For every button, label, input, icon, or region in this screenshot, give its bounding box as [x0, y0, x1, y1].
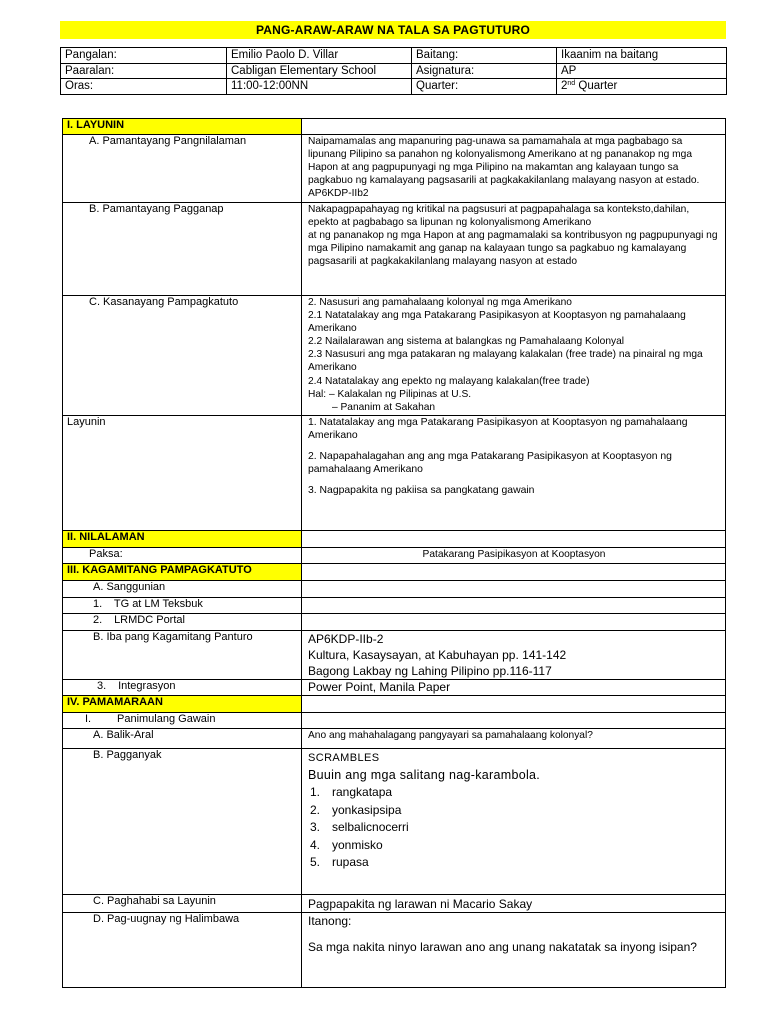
document-title: PANG-ARAW-ARAW NA TALA SA PAGTUTURO: [60, 21, 726, 39]
kasanayan-line: 2.2 Nailalarawan ang sistema at balangkas ng Pamahalaang Kolonyal: [308, 336, 625, 348]
section-kagamitan: III. KAGAMITANG PAMPAGKATUTO: [63, 564, 302, 581]
section-nilalaman: II. NILALAMAN: [63, 531, 302, 548]
kagamitan-line: AP6KDP-IIb-2: [308, 632, 384, 646]
paksa-value: Patakarang Pasipikasyon at Kooptasyon: [302, 548, 726, 564]
quarter-value: [557, 79, 727, 95]
lesson-plan-table: [62, 118, 726, 988]
scrambled-word: 2. yonkasipsipa: [310, 802, 402, 817]
time-label: Oras:: [61, 79, 227, 95]
tg-lm-label: TG at LM Teksbuk: [113, 598, 203, 610]
table-row: [63, 913, 726, 988]
subject-label: Asignatura:: [412, 63, 557, 79]
pamantayang-pagganap-text-2: at ng pananakop ng mga Hapon at ang pagmamalaki sa kontribusyon ng pagpupunyagi ng mga Pilipino namakamit ang ganap na kalayaan tungo sa pagkabuo ng kamalayang pagsasarili at pagkakakilanlang malayang nasyon at estado: [308, 230, 718, 268]
kasanayan-line: 2.4 Natatalakay ang epekto ng malayang kalakalan(free trade): [308, 375, 590, 387]
kasanayan-line: 2. Nasusuri ang pamahalaang kolonyal ng mga Amerikano: [308, 297, 572, 308]
grade-label: Baitang:: [412, 48, 557, 64]
section-layunin: I. LAYUNIN: [63, 119, 302, 135]
kasanayang-pampagkatuto-label: C. Kasanayang Pampagkatuto: [63, 296, 302, 416]
quarter-text: Quarter: [575, 80, 618, 92]
panimulang-gawain-label: Panimulang Gawain: [117, 713, 216, 725]
balik-aral-label: A. Balik-Aral: [63, 729, 302, 749]
objective-item: 1. Natatalakay ang mga Patakarang Pasipikasyon at Kooptasyon ng pamahalaang Amerikano: [308, 417, 688, 442]
teacher-info-table: [60, 47, 727, 95]
table-row: [63, 614, 726, 631]
objective-item: 2. Napapahalagahan ang ang mga Patakarang Pasipikasyon at Kooptasyon ng pamahalaang Amerikano: [308, 451, 672, 476]
scrambled-word: 5. rupasa: [310, 855, 369, 869]
table-row: [63, 680, 726, 696]
balik-aral-text: Ano ang mahahalagang pangyayari sa pamahalaang kolonyal?: [302, 729, 726, 749]
table-row: [63, 713, 726, 729]
table-row: [63, 895, 726, 913]
name-value: Emilio Paolo D. Villar: [227, 48, 412, 64]
section-row: [63, 531, 726, 548]
pamantayang-pangnilalaman-text: Naipamamalas ang mapanuring pag-unawa sa pamamahala at mga pagbabago sa lipunang Pilipino sa panahon ng kolonyalismong Amerikano at ng pananakop ng mga Hapon at ang pagpupunyagi ng mga Pilipino na makamtan ang kalayaan tungo sa pagkabuo ng kamalayang pagsasarili at pagkakakilanlang malayang nasyon at estado. AP6KDP-IIb2: [302, 135, 726, 203]
info-row: [61, 79, 727, 95]
quarter-number: 2: [561, 80, 568, 92]
table-row: [63, 296, 726, 416]
section-row: [63, 696, 726, 713]
pag-uugnay-question: Sa mga nakita ninyo larawan ano ang unang nakatatak sa inyong isipan?: [308, 940, 697, 954]
sanggunian-label: A. Sanggunian: [63, 581, 302, 598]
quarter-suffix: nd: [567, 80, 576, 87]
layunin-label: Layunin: [63, 416, 302, 531]
table-row: [63, 729, 726, 749]
lrmdc-label: LRMDC Portal: [114, 614, 185, 626]
table-row: [63, 749, 726, 895]
item-number: 1.: [93, 598, 103, 610]
section-pamamaraan: IV. PAMAMARAAN: [63, 696, 302, 713]
table-row: [63, 631, 726, 680]
kagamitan-line: Bagong Lakbay ng Lahing Pilipino pp.116-117: [308, 664, 552, 678]
table-row: [63, 581, 726, 598]
pamantayang-pangnilalaman-label: A. Pamantayang Pangnilalaman: [63, 135, 302, 203]
paksa-label: Paksa:: [63, 548, 302, 564]
pag-uugnay-label: D. Pag-uugnay ng Halimbawa: [63, 913, 302, 988]
school-value: Cabligan Elementary School: [227, 63, 412, 79]
section-row: [63, 564, 726, 581]
item-number: I.: [85, 713, 92, 725]
scrambles-title: SCRAMBLES: [308, 752, 380, 764]
table-row: [63, 416, 726, 531]
info-row: [61, 63, 727, 79]
table-row: [63, 548, 726, 564]
table-row: [63, 203, 726, 296]
integrasyon-value: Power Point, Manila Paper: [302, 680, 726, 696]
paghahabi-text: Pagpapakita ng larawan ni Macario Sakay: [302, 895, 726, 913]
scrambles-instruction: Buuin ang mga salitang nag-karambola.: [308, 768, 541, 782]
kasanayan-line: Hal: – Kalakalan ng Pilipinas at U.S.: [308, 388, 472, 400]
iba-pang-kagamitan-label: B. Iba pang Kagamitang Panturo: [63, 631, 302, 680]
quarter-label: Quarter:: [412, 79, 557, 95]
section-row: [63, 119, 726, 135]
time-value: 11:00-12:00NN: [227, 79, 412, 95]
pamantayang-pagganap-label: B. Pamantayang Pagganap: [63, 203, 302, 296]
school-label: Paaralan:: [61, 63, 227, 79]
item-number: 3.: [97, 680, 107, 692]
table-row: [63, 598, 726, 614]
paghahabi-label: C. Paghahabi sa Layunin: [63, 895, 302, 913]
pagganyak-label: B. Pagganyak: [63, 749, 302, 895]
scrambled-word: 3. selbalicnocerri: [310, 820, 409, 834]
pamantayang-pagganap-text-1: Nakapagpapahayag ng kritikal na pagsusuri at pagpapahalaga sa konteksto,dahilan, epekto at pagbabago sa lipunan ng kolonyalismong Amerikano: [308, 204, 690, 229]
item-number: 2.: [93, 614, 103, 626]
grade-value: Ikaanim na baitang: [557, 48, 727, 64]
info-row: [61, 48, 727, 64]
table-row: [63, 135, 726, 203]
subject-value: AP: [557, 63, 727, 79]
objective-item: 3. Nagpapakita ng pakiisa sa pangkatang gawain: [308, 485, 535, 497]
scrambled-word: 1. rangkatapa: [310, 785, 393, 799]
pag-uugnay-prompt: Itanong:: [308, 914, 352, 928]
integrasyon-label: Integrasyon: [118, 680, 176, 692]
kasanayan-line: 2.3 Nasusuri ang mga patakaran ng malayang kalakalan (free trade) na pinairal ng mga Amerikano: [308, 349, 703, 374]
kasanayan-line: 2.1 Natatalakay ang mga Patakarang Pasipikasyon at Kooptasyon ng pamahalaang Amerikano: [308, 310, 686, 335]
kagamitan-line: Kultura, Kasaysayan, at Kabuhayan pp. 141-142: [308, 648, 567, 662]
kasanayan-line: – Pananim at Sakahan: [332, 401, 436, 413]
name-label: Pangalan:: [61, 48, 227, 64]
scrambled-word: 4. yonmisko: [310, 837, 383, 852]
